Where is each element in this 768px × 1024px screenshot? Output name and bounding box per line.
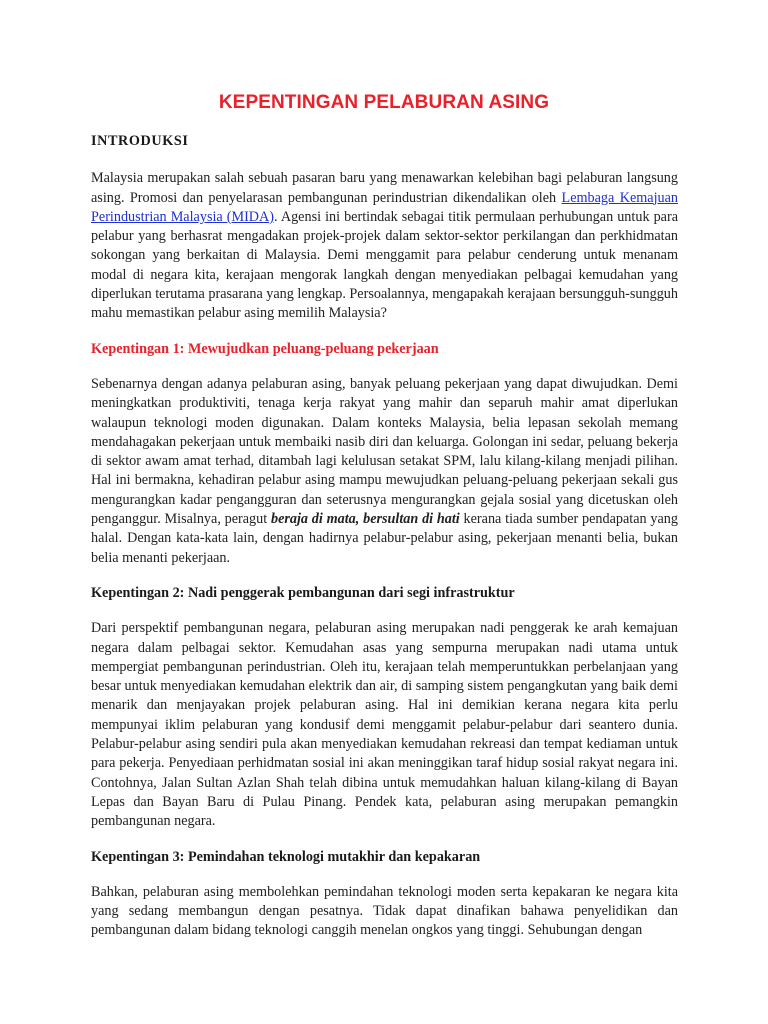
section-3-paragraph: Bahkan, pelaburan asing membolehkan pemindahan teknologi moden serta kepakaran ke negara kita yang sedang membangun dengan pesatnya. Tidak dapat dinafikan bahawa penyelidikan dan pembangunan dalam bidang teknologi canggih menelan ongkos yang tinggi. Sehubungan dengan xyxy=(91,883,678,939)
section-1-text-start: Sebenarnya dengan adanya pelaburan asing, banyak peluang pekerjaan yang dapat diwujudkan. Demi meningkatkan produktiviti, tenaga kerja rakyat yang mahir dan separuh mahir amat diperlukan walaupun teknologi moden digunakan. Dalam konteks Malaysia, belia lepasan sekolah memang mendahagakan pekerjaan untuk membaiki nasib diri dan keluarga. Golongan ini sedar, peluang bekerja di sektor awam amat terhad, ditambah lagi kelulusan setakat SPM, lalu kilang-kilang menjadi pilihan. Hal ini bermakna, kehadiran pelabur asing mampu mewujudkan peluang-peluang pekerjaan sekali gus mengurangkan kadar pengangguran dan seterusnya mengurangkan gejala sosial yang dicetuskan oleh penganggur. Misalnya, peragut xyxy=(91,375,678,528)
section-1-heading: Kepentingan 1: Mewujudkan peluang-peluang pekerjaan xyxy=(91,340,439,357)
section-2-paragraph: Dari perspektif pembangunan negara, pelaburan asing merupakan nadi penggerak ke arah kemajuan negara dalam pelbagai sektor. Kemudahan asas yang sempurna merupakan nadi utama untuk mempergiat pembangunan perindustrian. Oleh itu, kerajaan telah memperuntukkan perbelanjaan yang besar untuk menyediakan kemudahan elektrik dan air, di samping sistem pengangkutan yang baik demi menarik dan menjayakan projek pelaburan asing. Hal ini demikian kerana negara kita perlu mempunyai iklim pelaburan yang kondusif demi menggamit pelabur-pelabur dari seantero dunia. Pelabur-pelabur asing sendiri pula akan menyediakan kemudahan rekreasi dan tempat kediaman untuk para pekerja. Penyediaan perhidmatan sosial ini akan meninggikan taraf hidup sosial rakyat negara ini. Contohnya, Jalan Sultan Azlan Shah telah dibina untuk memudahkan haluan kilang-kilang di Bayan Lepas dan Bayan Baru di Pulau Pinang. Pendek kata, pelaburan asing merupakan pemangkin pembangunan negara. xyxy=(91,620,678,830)
section-2-heading: Kepentingan 2: Nadi penggerak pembangunan dari segi infrastruktur xyxy=(91,584,515,601)
document-body xyxy=(91,132,678,957)
section-1-emphasis: beraja di mata, bersultan di hati xyxy=(270,511,460,528)
section-1-paragraph xyxy=(91,375,678,568)
intro-text-end: . Agensi ini bertindak sebagai titik permulaan perhubungan untuk para pelabur yang berhasrat mengadakan projek-projek dalam sektor-sektor perkilangan dan perkhidmatan sokongan yang berkaitan di Malaysia. Demi menggamit para pelabur cenderung untuk menanam modal di negara kita, kerajaan mengorak langkah dengan menyediakan pelbagai kemudahan yang diperlukan terutama prasarana yang lengkap. Persoalannya, mengapakah kerajaan bersungguh-sungguh mahu memastikan pelabur asing memilih Malaysia? xyxy=(91,208,678,322)
document-title: KEPENTINGAN PELABURAN ASING xyxy=(218,92,550,113)
intro-paragraph xyxy=(91,169,678,323)
section-3-heading: Kepentingan 3: Pemindahan teknologi mutakhir dan kepakaran xyxy=(91,848,481,865)
section-1-text-end: kerana tiada sumber pendapatan yang halal. Dengan kata-kata lain, dengan hadirnya pelabur-pelabur asing, pekerjaan menanti belia, bukan belia menanti pekerjaan. xyxy=(91,511,678,566)
mida-link[interactable]: Lembaga Kemajuan Perindustrian Malaysia (MIDA) xyxy=(91,189,678,225)
intro-heading: INTRODUKSI xyxy=(91,133,189,149)
intro-text-start: Malaysia merupakan salah sebuah pasaran baru yang menawarkan kelebihan bagi pelaburan langsung asing. Promosi dan penyelarasan pembangunan perindustrian dikendalikan oleh xyxy=(91,170,678,206)
